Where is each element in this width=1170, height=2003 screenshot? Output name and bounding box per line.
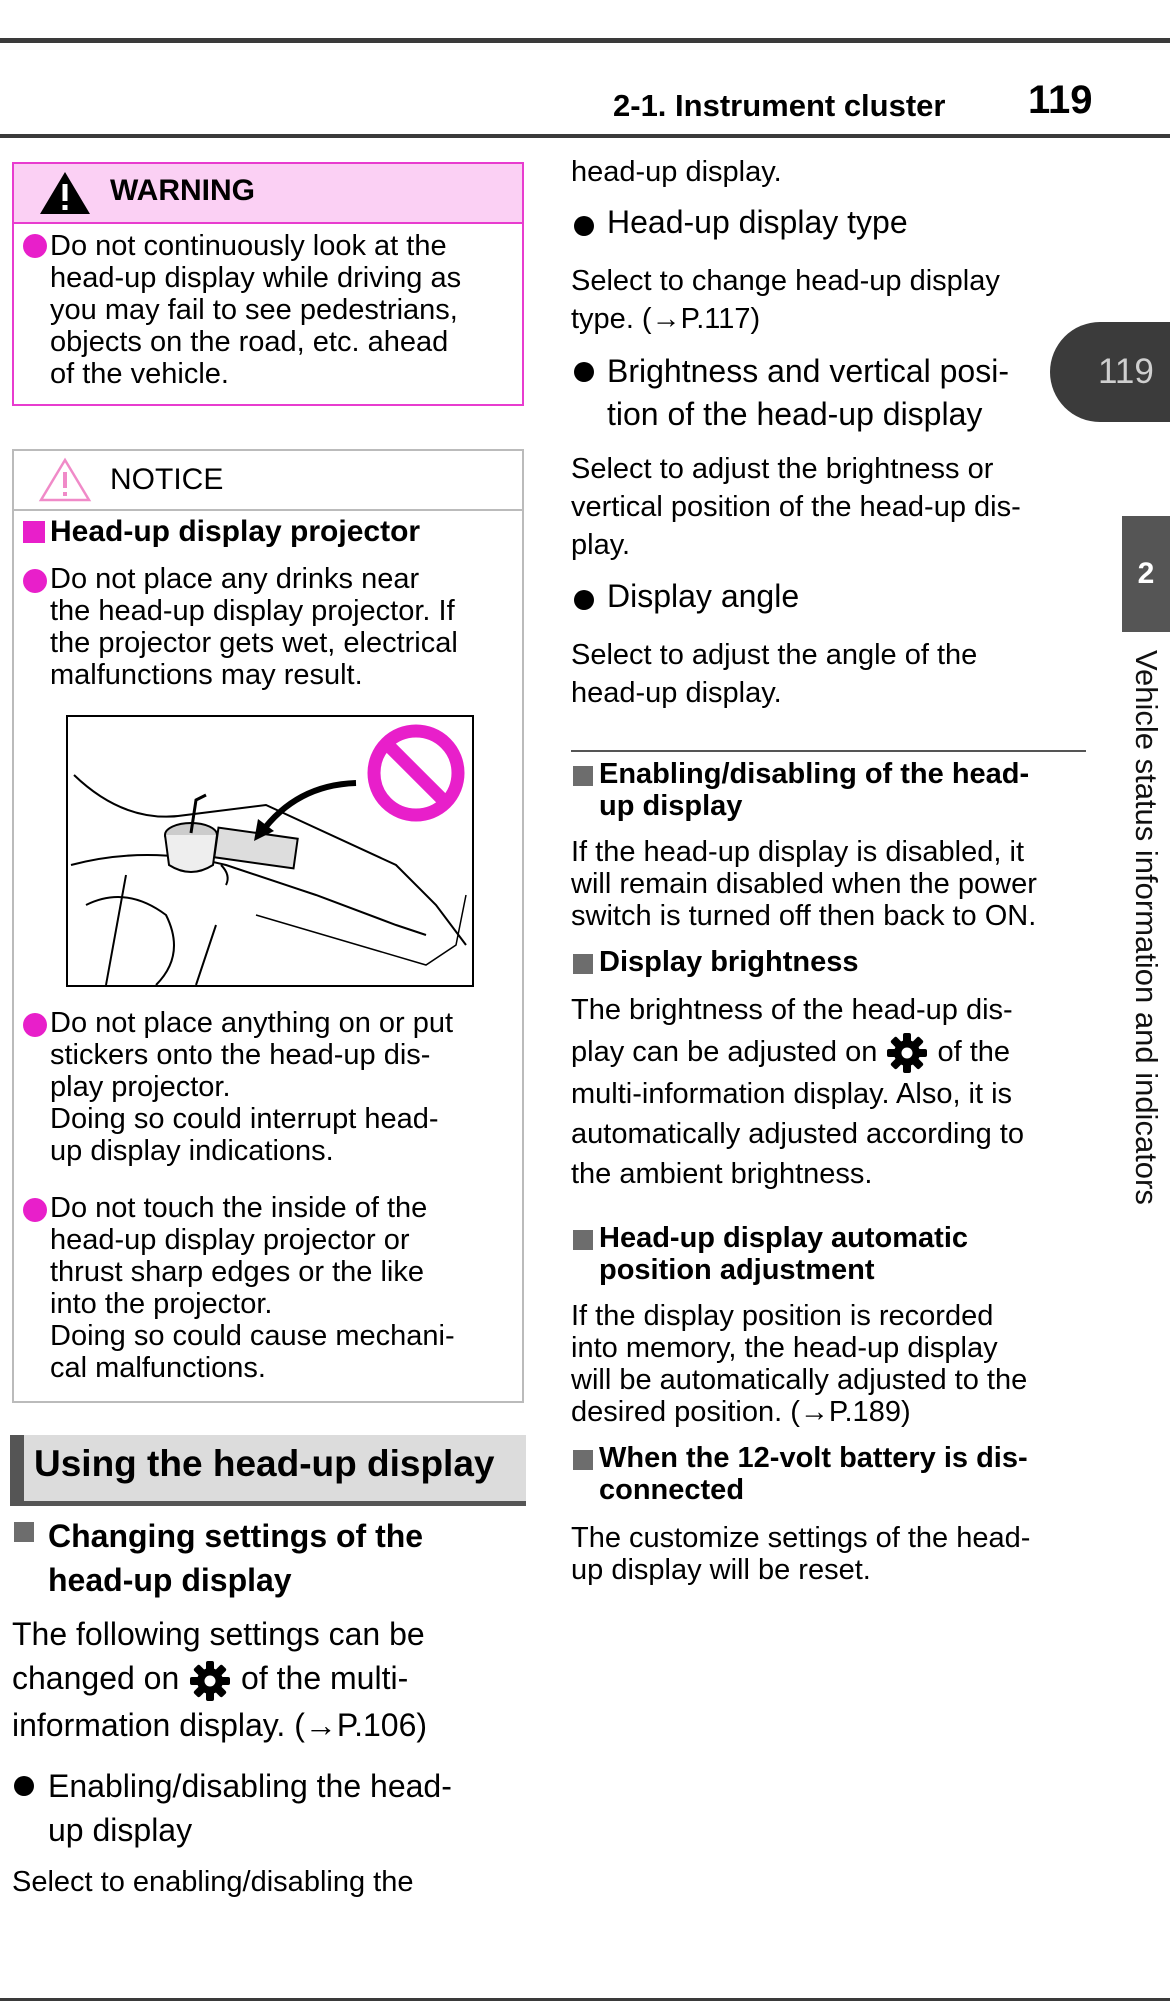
square-bullet-icon bbox=[573, 1450, 593, 1470]
note-brightness-title: Display brightness bbox=[599, 946, 859, 978]
note-battery-title: When the 12-volt battery is dis- connected bbox=[599, 1442, 1028, 1506]
warning-icon bbox=[38, 170, 92, 216]
note-enable-text: If the head-up display is disabled, it will remain disabled when the power switch is turned off then back to ON. bbox=[571, 836, 1037, 932]
projector-illustration bbox=[66, 715, 474, 987]
setting-brightness-position: Brightness and vertical posi- tion of the head-up display bbox=[607, 353, 1009, 432]
square-bullet-icon bbox=[23, 521, 45, 543]
notice-header bbox=[14, 451, 522, 511]
page-tab: 119 bbox=[1050, 322, 1170, 422]
page-number: 119 bbox=[1028, 78, 1093, 122]
continued-text: head-up display. bbox=[571, 156, 782, 188]
chapter-tab: 2 bbox=[1122, 516, 1170, 632]
note-auto-position-text: If the display position is recorded into memory, the head-up display will be automatically adjusted to the desired position. (→P.189) bbox=[571, 1300, 1028, 1428]
setting-enable-disable: Enabling/disabling the head- up display bbox=[48, 1768, 452, 1848]
bullet-icon bbox=[14, 1776, 34, 1796]
header-rule bbox=[0, 134, 1170, 138]
notes-divider bbox=[571, 750, 1086, 752]
notice-box bbox=[12, 449, 524, 1403]
chapter-title: Vehicle status information and indicators bbox=[1129, 650, 1164, 1205]
bullet-icon bbox=[23, 569, 47, 593]
note-brightness-text: The brightness of the head-up dis- play can be adjusted on of the multi-information display. Also, it is automatically adjusted according to the ambient brightness. bbox=[571, 994, 1024, 1190]
warning-title: WARNING bbox=[110, 174, 255, 207]
notice-item-1: Do not place any drinks near the head-up display projector. If the projector gets wet, electrical malfunctions may result. bbox=[50, 563, 458, 691]
section-title: 2-1. Instrument cluster bbox=[613, 88, 946, 123]
top-rule bbox=[0, 38, 1170, 43]
bottom-rule bbox=[0, 1998, 1170, 2001]
notice-subheading: Head-up display projector bbox=[50, 515, 421, 548]
setting-display-type-desc: Select to change head-up display type. (→P.117) bbox=[571, 265, 1000, 335]
bullet-icon bbox=[574, 216, 594, 236]
notice-title: NOTICE bbox=[110, 463, 224, 496]
bullet-icon bbox=[574, 590, 594, 610]
square-bullet-icon bbox=[573, 1230, 593, 1250]
warning-text: Do not continuously look at the head-up display while driving as you may fail to see pedestrians, objects on the road, etc. ahead of the vehicle. bbox=[50, 230, 462, 390]
bullet-icon bbox=[23, 1198, 47, 1222]
settings-subheading: Changing settings of the head-up display bbox=[48, 1518, 424, 1598]
bullet-icon bbox=[23, 1013, 47, 1037]
gear-icon bbox=[188, 1659, 232, 1703]
setting-display-angle: Display angle bbox=[607, 578, 800, 614]
setting-enable-disable-desc: Select to enabling/disabling the bbox=[12, 1866, 414, 1898]
setting-display-type: Head-up display type bbox=[607, 204, 908, 240]
bullet-icon bbox=[574, 362, 594, 382]
square-bullet-icon bbox=[573, 954, 593, 974]
setting-brightness-position-desc: Select to adjust the brightness or vertical position of the head-up dis- play. bbox=[571, 453, 1021, 561]
caution-icon bbox=[38, 457, 92, 503]
gear-icon bbox=[885, 1031, 929, 1075]
section-heading: Using the head-up display bbox=[34, 1443, 495, 1484]
warning-box bbox=[12, 162, 524, 406]
settings-intro: The following settings can be changed on of the multi- information display. (→P.106) bbox=[12, 1616, 428, 1743]
square-bullet-icon bbox=[14, 1522, 34, 1542]
section-heading-band bbox=[10, 1435, 526, 1506]
bullet-icon bbox=[23, 234, 47, 258]
note-auto-position-title: Head-up display automatic position adjustment bbox=[599, 1222, 969, 1286]
heading-bar bbox=[10, 1435, 24, 1501]
note-battery-text: The customize settings of the head- up display will be reset. bbox=[571, 1522, 1031, 1586]
setting-display-angle-desc: Select to adjust the angle of the head-up display. bbox=[571, 639, 978, 709]
square-bullet-icon bbox=[573, 766, 593, 786]
notice-item-2: Do not place anything on or put stickers onto the head-up dis- play projector. Doing so could interrupt head- up display indications. bbox=[50, 1007, 454, 1167]
notice-item-3: Do not touch the inside of the head-up display projector or thrust sharp edges or the like into the projector. Doing so could cause mechani- cal malfunctions. bbox=[50, 1192, 455, 1384]
warning-header bbox=[14, 164, 522, 224]
note-enable-title: Enabling/disabling of the head- up display bbox=[599, 758, 1030, 822]
